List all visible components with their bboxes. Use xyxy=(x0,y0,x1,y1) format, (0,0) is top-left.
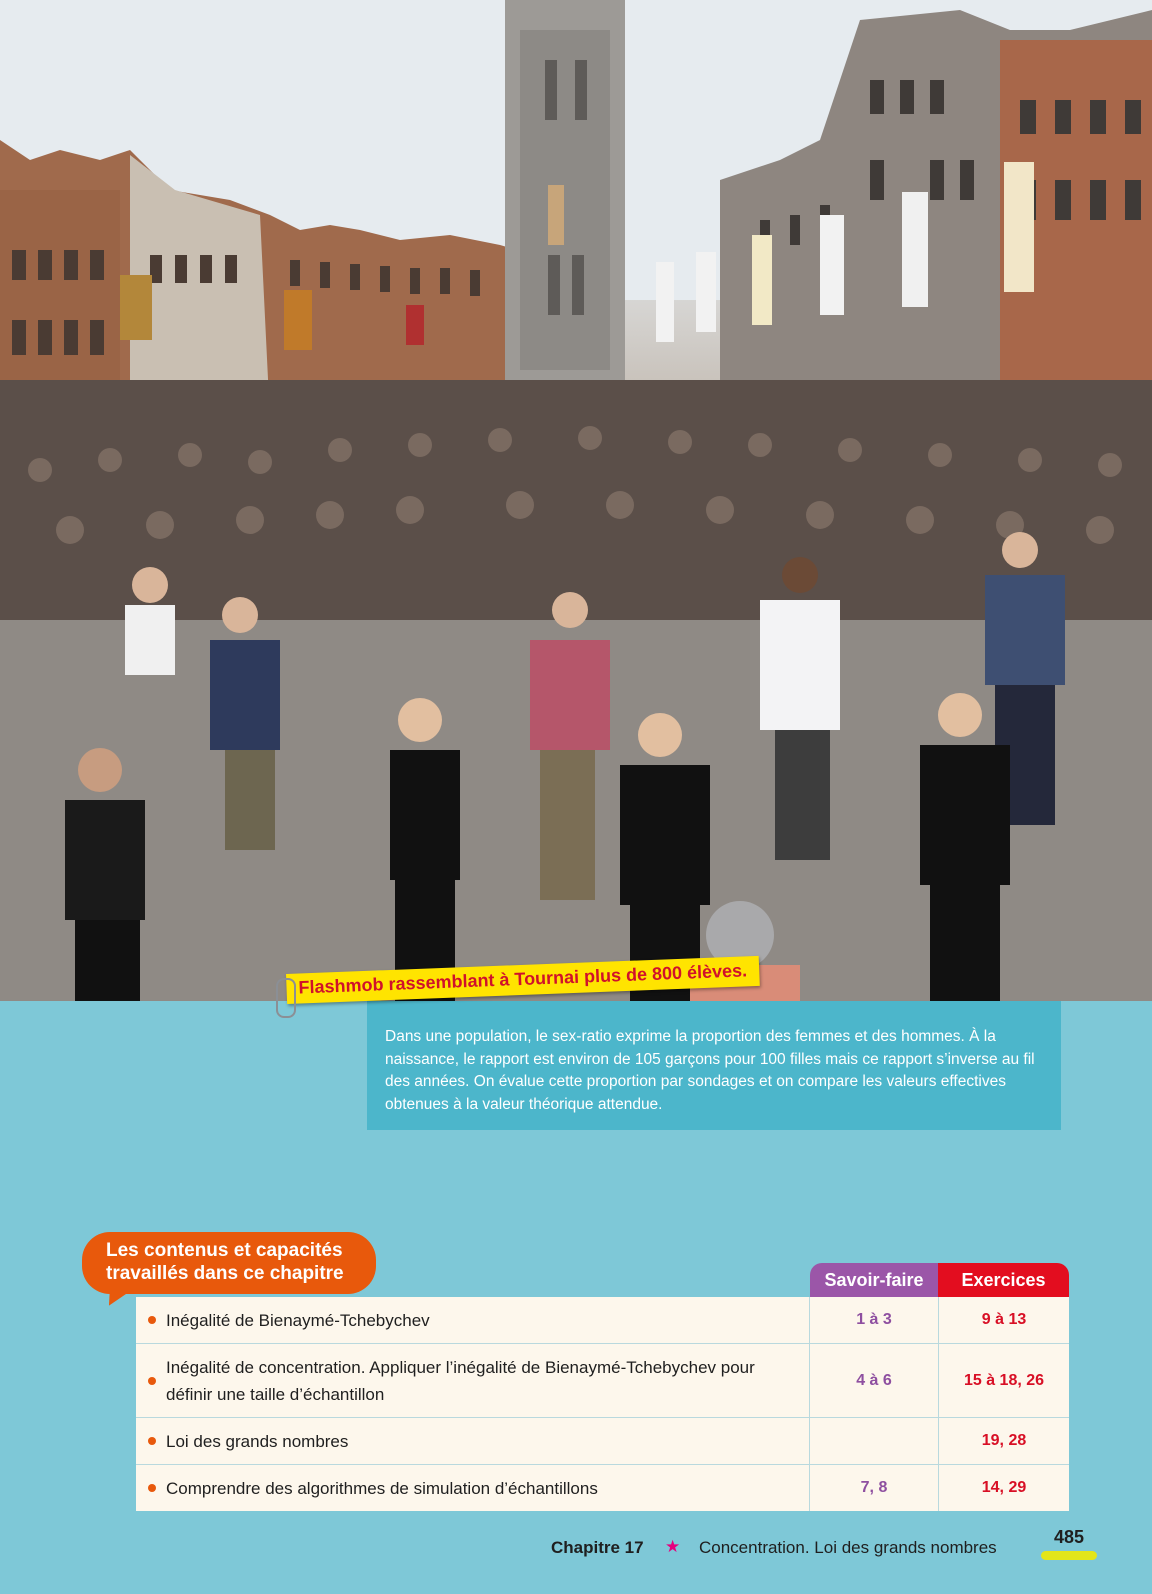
section-title-line1: Les contenus et capacités xyxy=(106,1240,343,1261)
row-content xyxy=(136,1344,810,1417)
row-content xyxy=(136,1297,810,1343)
paperclip-icon xyxy=(276,978,296,1018)
table-row xyxy=(136,1417,1069,1464)
row-exercices[interactable]: 19, 28 xyxy=(981,1432,1027,1449)
row-content xyxy=(136,1418,810,1464)
photo-caption: Flashmob rassemblant à Tournai plus de 800 élèves. xyxy=(286,956,760,1004)
table-row xyxy=(136,1343,1069,1417)
intro-text: Dans une population, le sex-ratio exprime la proportion des femmes et des hommes. À la naissance, le rapport est environ de 105 garçons pour 100 filles mais ce rapport s’inverse au fil des années. On évalue cette proportion par sondages et on compare les valeurs effectives obtenues à la valeur théorique attendue. xyxy=(385,1028,1035,1113)
skills-table xyxy=(136,1297,1069,1511)
table-row xyxy=(136,1297,1069,1343)
row-savoir-faire[interactable]: 1 à 3 xyxy=(810,1297,939,1343)
bullet-icon xyxy=(148,1316,156,1324)
row-text: Loi des grands nombres xyxy=(166,1431,349,1451)
column-header-exercices: Exercices xyxy=(938,1263,1069,1297)
bullet-icon xyxy=(148,1484,156,1492)
table-row xyxy=(136,1464,1069,1511)
row-exercices[interactable]: 14, 29 xyxy=(981,1479,1027,1496)
row-savoir-faire[interactable]: 4 à 6 xyxy=(810,1344,939,1417)
row-content xyxy=(136,1465,810,1511)
star-icon: ★ xyxy=(665,1537,681,1556)
row-text: Inégalité de concentration. Appliquer l’inégalité de Bienaymé-Tchebychev pour définir une taille d’échantillon xyxy=(166,1357,755,1404)
row-exercices[interactable]: 15 à 18, 26 xyxy=(963,1371,1045,1389)
row-text: Inégalité de Bienaymé-Tchebychev xyxy=(166,1310,430,1330)
column-header-savoir-faire: Savoir-faire xyxy=(810,1263,938,1297)
row-text: Comprendre des algorithmes de simulation d’échantillons xyxy=(166,1478,598,1498)
footer-chapter-title: Concentration. Loi des grands nombres xyxy=(699,1538,997,1557)
footer-chapter: Chapitre 17 xyxy=(551,1538,644,1557)
intro-box xyxy=(367,1001,1061,1130)
row-savoir-faire xyxy=(810,1418,939,1464)
section-title-bubble xyxy=(82,1232,376,1294)
bullet-icon xyxy=(148,1437,156,1445)
row-exercices[interactable]: 9 à 13 xyxy=(981,1311,1027,1328)
page-footer xyxy=(0,1538,1152,1562)
bullet-icon xyxy=(148,1377,156,1385)
section-title-line2: travaillés dans ce chapitre xyxy=(106,1263,344,1284)
page-number: 485 xyxy=(1053,1527,1085,1547)
row-savoir-faire[interactable]: 7, 8 xyxy=(810,1465,939,1511)
